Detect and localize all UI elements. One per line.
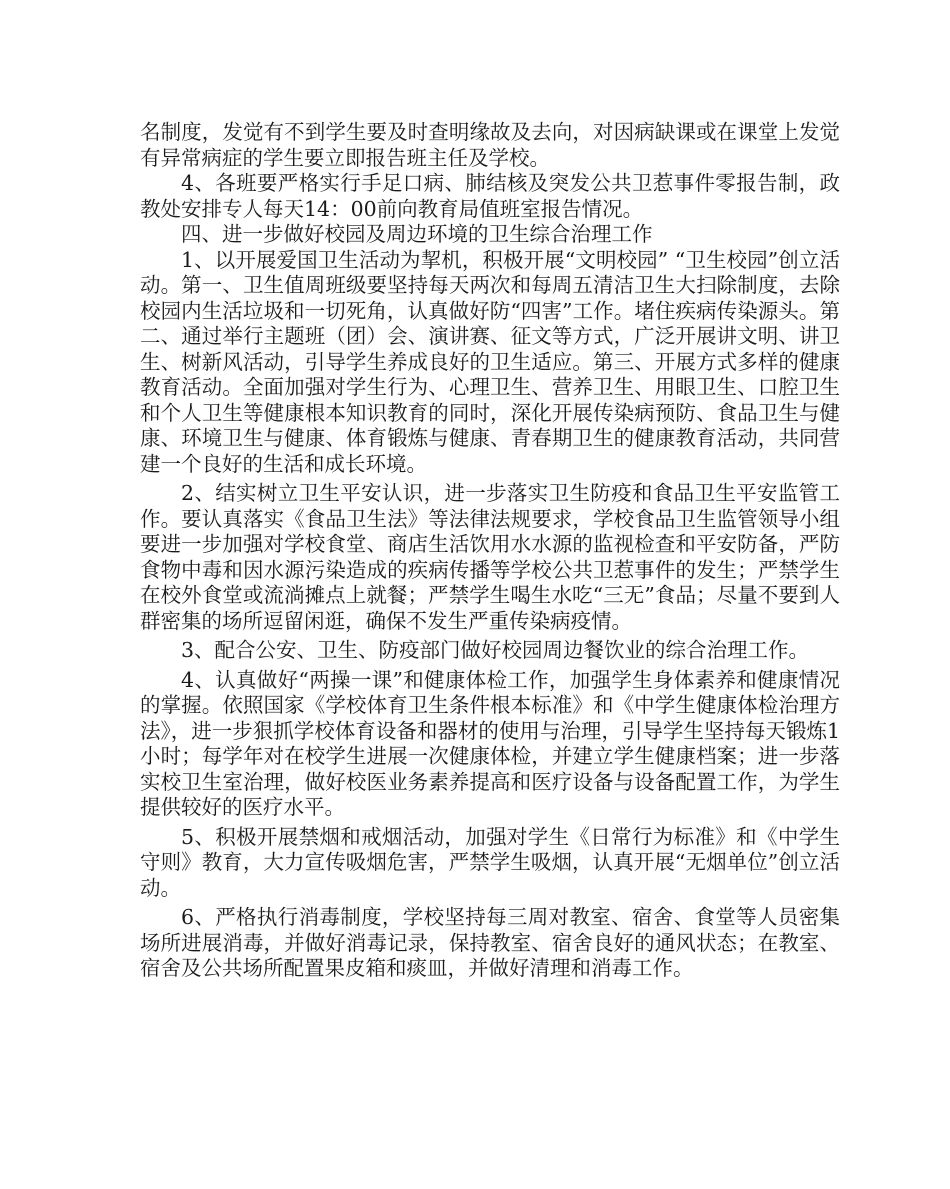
section-heading-four: 四、进一步做好校园及周边环境的卫生综合治理工作 [181,222,653,246]
document-page [140,120,840,986]
paragraph-item-2: 2、结实树立卫生平安认识，进一步落实卫生防疫和食品卫生平安监管工作。要认真落实《食品卫生法》等法律法规要求，学校食品卫生监管领导小组要进一步加强对学校食堂、商店生活饮用水水源的监视检查和平安防备，严防食物中毒和因水源污染造成的疾病传播等学校公共卫惹事件的发生；严禁学生在校外食堂或流淌摊点上就餐；严禁学生喝生水吃“三无”食品；尽量不要到人群密集的场所逗留闲逛，确保不发生严重传染病疫情。 [140,481,840,633]
paragraph-item-4: 4、认真做好“两操一课”和健康体检工作，加强学生身体素养和健康情况的掌握。依照国家《学校体育卫生条件根本标准》和《中学生健康体检治理方法》，进一步狠抓学校体育设备和器材的使用与治理，引导学生坚持每天锻炼1小时；每学年对在校学生进展一次健康体检，并建立学生健康档案；进一步落实校卫生室治理，做好校医业务素养提高和医疗设备与设备配置工作，为学生提供较好的医疗水平。 [140,667,840,819]
paragraph-item-4-report: 4、各班要严格实行手足口病、肺结核及突发公共卫惹事件零报告制，政教处安排专人每天14：00前向教育局值班室报告情况。 [140,171,840,221]
paragraph-item-3: 3、配合公安、卫生、防疫部门做好校园周边餐饮业的综合治理工作。 [181,638,810,662]
paragraph-continuation: 名制度，发觉有不到学生要及时查明缘故及去向，对因病缺课或在课堂上发觉有异常病症的学生要立即报告班主任及学校。 [140,120,840,170]
paragraph-item-5: 5、积极开展禁烟和戒烟活动，加强对学生《日常行为标准》和《中学生守则》教育，大力宣传吸烟危害，严禁学生吸烟，认真开展“无烟单位”创立活动。 [140,824,840,900]
paragraph-item-6: 6、严格执行消毒制度，学校坚持每三周对教室、宿舍、食堂等人员密集场所进展消毒，并做好消毒记录，保持教室、宿舍良好的通风状态；在教室、宿舍及公共场所配置果皮箱和痰皿，并做好清理和消毒工作。 [140,905,840,980]
paragraph-item-1: 1、以开展爱国卫生活动为挈机，积极开展“文明校园” “卫生校园”创立活动。第一、卫生值周班级要坚持每天两次和每周五清洁卫生大扫除制度，去除校园内生活垃圾和一切死角，认真做好防“四害”工作。堵住疾病传染源头。第二、通过举行主题班（团）会、演讲赛、征文等方式，广泛开展讲文明、讲卫生、树新风活动，引导学生养成良好的卫生适应。第三、开展方式多样的健康教育活动。全面加强对学生行为、心理卫生、营养卫生、用眼卫生、口腔卫生和个人卫生等健康根本知识教育的同时，深化开展传染病预防、食品卫生与健康、环境卫生与健康、体育锻炼与健康、青春期卫生的健康教育活动，共同营建一个良好的生活和成长环境。 [140,247,840,476]
